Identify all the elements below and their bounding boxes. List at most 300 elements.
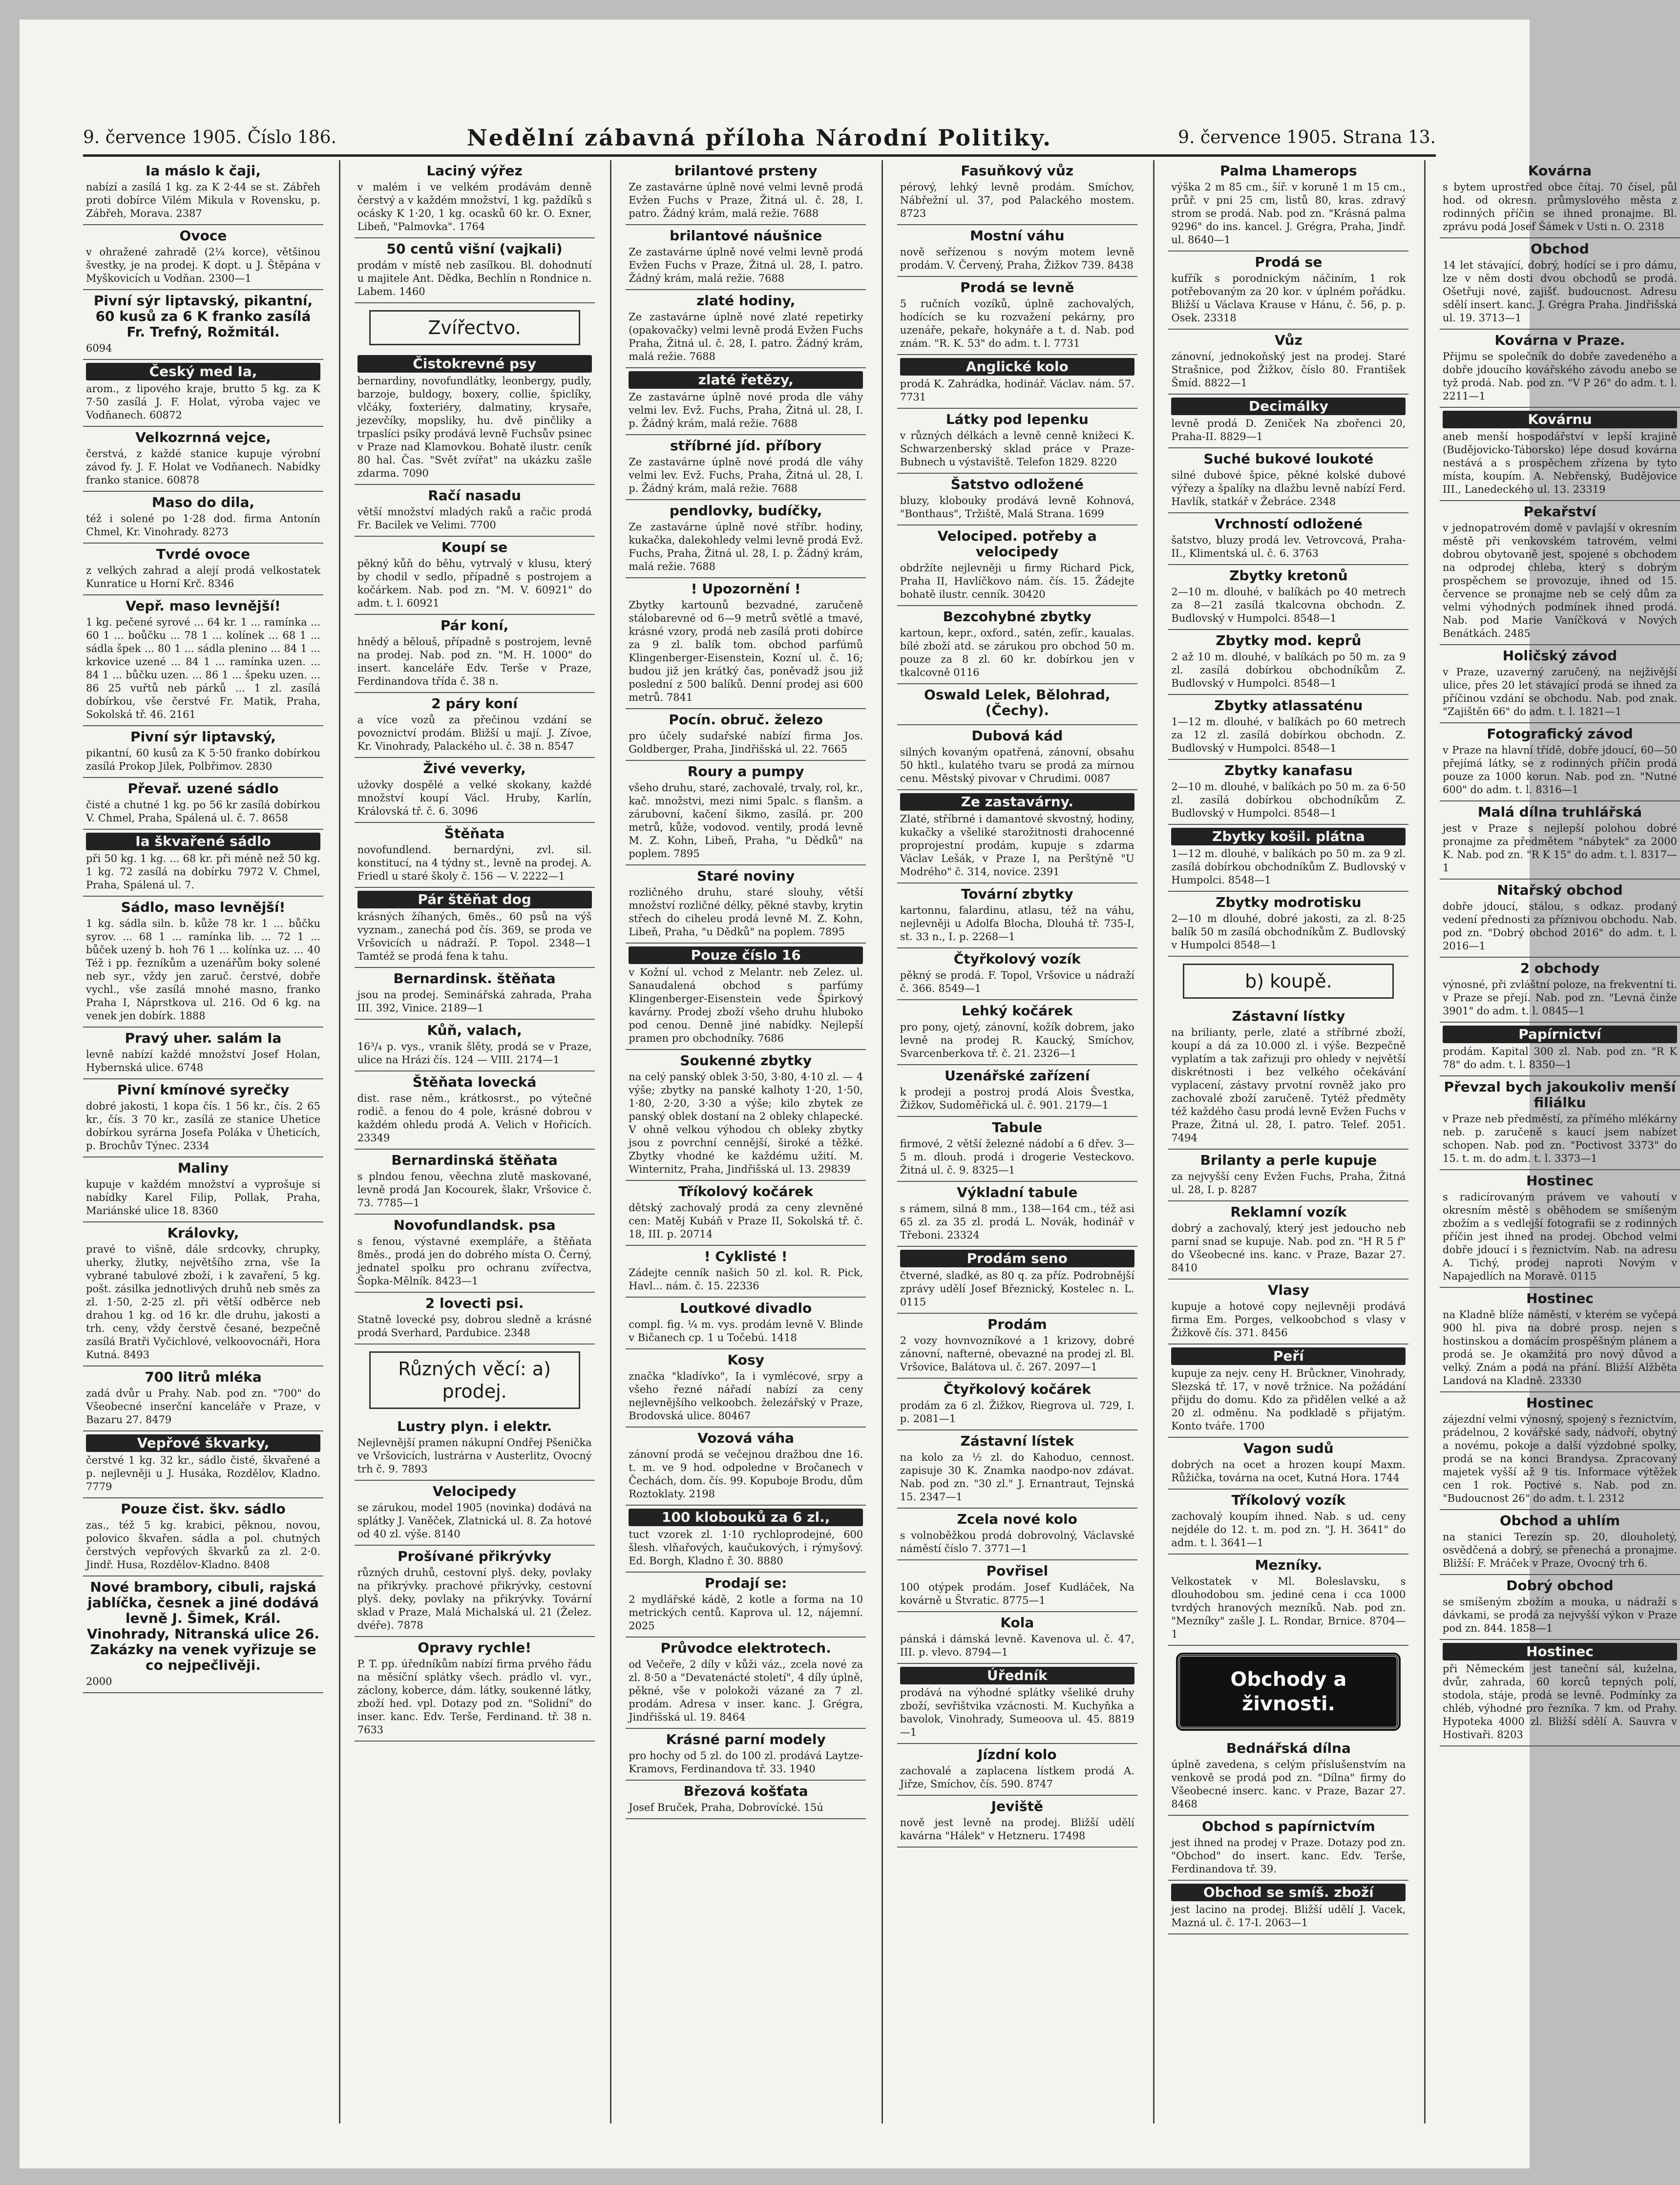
ad-body: compl. fig. ¼ m. vys. prodám levně V. Blinde v Bičanech cp. 1 u Točebú. 1418: [629, 1319, 863, 1344]
ad-headline: 50 centů višní (vajkali): [386, 241, 563, 257]
ad-body: Ze zastavárne úplně nové proda dle váhy velmi lev. Evž. Fuchs, Praha, Žitná ul. 28, I. p. Žádný krám, malá režie. 7688: [629, 391, 863, 429]
ad-body: čerstvá, z každé stanice kupuje výrobní závod fy. J. F. Holat ve Vodňanech. Nabídky franko stanice. 60878: [86, 448, 320, 486]
classified-ad: [355, 968, 595, 1020]
classified-ad: [1168, 1490, 1408, 1555]
ad-headline: Vůz: [1274, 332, 1302, 348]
ad-body: kupuje v každém množství a vyprošuje si nabídky Karel Filip, Pollak, Praha, Mariánské ulice 18. 8360: [86, 1178, 320, 1217]
ad-body: 2—10 m. dlouhé, v balíkách po 40 metrech za 8—21 zasílá tkalcovna obchodn. Z. Budlovský v Humpolci. 8548—1: [1171, 586, 1406, 624]
ad-body: s bytem uprostřed obce čítaj. 70 čísel, půl hod. od okresn. průmyslového města z rodinných příčin se ihned pronajme. Bl. zprávu podá Josef Šámek v Usti n. O. 2318: [1443, 181, 1677, 232]
ad-body: všeho druhu, staré, zachovalé, trvaly, rol, kr., kač. množstvi, mezi nimi 5palc. s flanšm. a zárubovní, kačení šikmo, zasílá. pr. 200 metrů, kůže, vodovod. ventily, prodá levně M. Z. Kohn, Libeň, Praha, "u Dědků" na poplem. 7895: [629, 782, 863, 860]
ad-headline: Ia máslo k čaji,: [145, 163, 261, 179]
ad-headline: pendlovky, budíčky,: [669, 503, 822, 519]
ad-headline: Prodají se:: [705, 1575, 787, 1591]
ad-headline: Úředník: [900, 1667, 1134, 1684]
ad-headline: Obchod se smíš. zboží: [1171, 1884, 1406, 1901]
ad-headline: Mostní váhu: [970, 228, 1065, 244]
classified-ad: [626, 1246, 866, 1298]
ad-headline: Bezcohybné zbytky: [943, 609, 1092, 625]
ad-body: dobrých na ocet a hrozen koupí Maxm. Růžička, továrna na ocet, Kutná Hora. 1744: [1171, 1459, 1406, 1484]
ad-headline: Bernardinská štěňata: [391, 1152, 558, 1168]
ad-headline: Dubová kád: [971, 728, 1063, 744]
ad-headline: Lustry plyn. i elektr.: [397, 1418, 552, 1434]
classified-ad: [1168, 1738, 1408, 1816]
classified-ad: [1168, 760, 1408, 825]
classified-ad: [626, 1573, 866, 1638]
classified-ad: [1168, 892, 1408, 957]
ad-body: s fenou, výstavné exempláře, a štěňata 8měs., prodá jen do dobrého místa O. Černý, jednatel spolku pro ochranu zvířectva, Šopka-Mělník. 8423—1: [357, 1236, 592, 1287]
ad-body: v Praze, uzaverný zaručený, na nejživější ulice, přes 20 let stávající prodá se ihned za příčinou vzdání se obchodu. Nab. pod znak. "Zajištěn 66" do adm. t. l. 1821—1: [1443, 666, 1677, 717]
classified-ad: [626, 290, 866, 368]
ad-headline: Čistokrevné psy: [357, 355, 592, 373]
classified-ad: [626, 1781, 866, 1819]
ad-headline: Šatstvo odložené: [950, 476, 1084, 492]
classified-ad: [897, 1117, 1137, 1182]
ad-headline: Staré noviny: [697, 868, 795, 884]
classified-ad: [897, 1560, 1137, 1612]
ad-headline: Jeviště: [991, 1798, 1043, 1814]
ad-body: k prodeji a postroj prodá Alois Švestka, Žižkov, Sudoměřická ul. č. 901. 2179—1: [900, 1086, 1134, 1111]
ad-headline: 100 klobouků za 6 zl.,: [629, 1509, 863, 1526]
ad-body: zachovalý koupím ihned. Nab. s ud. ceny nejdéle do 12. t. m. pod zn. "J. H. 3641" do adm. t. l. 3641—1: [1171, 1511, 1406, 1549]
newspaper-page: [20, 20, 1677, 2168]
ad-headline: Vrchností odložené: [1214, 516, 1363, 532]
classified-ad: [626, 1638, 866, 1729]
ad-headline: Pravý uher. salám Ia: [125, 1030, 282, 1046]
ad-headline: Račí nasadu: [428, 487, 521, 504]
classified-ad: [897, 725, 1137, 790]
ad-body: Ze zastavárne úplně nové stříbr. hodiny, kukačka, dalekohledy velmi levně prodá Evž. Fuchs, Praha, Žitná ul. 28, I. p. Žádný krám, malá režie. 7688: [629, 521, 863, 572]
ad-body: čerstvé 1 kg. 32 kr., sádlo čisté, škvařené a p. nejlevněji u J. Husáka, Rozdělov, Kladno. 7779: [86, 1454, 320, 1492]
classified-ad: [897, 1065, 1137, 1117]
ad-body: Nejlevnější pramen nákupní Ondřej Pšenička ve Vršovicích, lustrárna v Austerlitz, Ovocný trh č. 9. 7893: [357, 1437, 592, 1475]
ad-headline: Tabule: [992, 1119, 1043, 1135]
classified-ad: [897, 1664, 1137, 1744]
ad-body: při 50 kg. 1 kg. ... 68 kr. při méně než 50 kg. 1 kg. 72 zasílá na dobírku 7972 V. Chmel, Praha, Spálená ul. 7.: [86, 853, 320, 891]
ad-body: od Večeře, 2 díly v kůži váz., zcela nové za zl. 8·50 a "Devatenácté století", 4 díly úplně, pěkné, vše v polokoži vázané za 7 zl. prodám. Adresa v inser. kanc. J. Grégra, Jindřišská ul. 19. 8464: [629, 1659, 863, 1723]
classified-ad: [897, 948, 1137, 1000]
ad-body: Zlaté, stříbrné i damantové skvostný, hodiny, kukačky a všeliké starožitnosti drahocenné proprojestní prodám, kupuje s zdarma Václav Lešák, v Praze I, na Perštýně "U Modrého" č. 314, novice. 2391: [900, 813, 1134, 878]
classified-ad: [897, 225, 1137, 277]
ad-body: 5 ručních vozíků, úplně zachovalých, hodících se ku rozvažení pekárny, pro uzenáře, pekaře, hokynáře a t. d. Nab. pod znám. "R. K. 53" do adm. t. l. 7731: [900, 298, 1134, 349]
ad-columns: [83, 160, 1677, 2123]
ad-body: arom., z lipového kraje, brutto 5 kg. za K 7·50 zasílá J. F. Holat, výroba vajec ve Vodňanech. 60872: [86, 383, 320, 421]
ad-body: s rámem, silná 8 mm., 138—164 cm., též asi 65 zl. za 35 zl. prodá L. Novák, hodinář v Třeboni. 23324: [900, 1203, 1134, 1241]
ad-headline: Povřisel: [986, 1563, 1049, 1579]
ad-body: se zárukou, model 1905 (novinka) dodává na splátky J. Vaněček, Zlatnická ul. 8. Za hotové od 40 zl. výše. 8140: [357, 1502, 592, 1540]
ad-headline: Velociped. potřeby a velocipedy: [937, 528, 1097, 560]
ad-headline: brilantové prsteny: [674, 163, 818, 179]
classified-ad: [897, 790, 1137, 883]
ad-body: s volnoběžkou prodá dobrovolný, Václavské náměstí číslo 7. 3771—1: [900, 1530, 1134, 1555]
ad-body: v různých délkách a levně cenně knižeci K. Schwarzenberský sklad práce v Praze-Bubnech u výstaviště. Telefon 1829. 8220: [900, 430, 1134, 468]
classified-ad: [355, 823, 595, 888]
ad-body: jest v Praze s nejlepší polohou dobré pronajme za předmětem "nábytek" za 2000 K. Nab. pod zn. "R K 15" do adm. t. l. 8317—1: [1443, 822, 1677, 874]
classified-ad: [1440, 501, 1680, 645]
ad-body: 2 až 10 m. dlouhé, v balíkách po 50 m. za 9 zl. zasílá dobírkou obchodníkům Z. Budlovský v Humpolci. 8548—1: [1171, 651, 1406, 689]
ad-body: zadá dvůr u Prahy. Nab. pod zn. "700" do Všeobecné inserční kanceláře v Praze, v Bazaru 27. 8479: [86, 1387, 320, 1426]
ad-headline: Pár štěňat dog: [357, 891, 592, 908]
ad-headline: Velocipedy: [432, 1483, 517, 1499]
ad-headline: Kovárna: [1528, 163, 1592, 179]
ad-body: Ze zastavárne úplně nové velmi levně prodá Evžen Fuchs v Praze, Žitná ul. 28, I. patro. Žádný krám, malá režie. 7688: [629, 246, 863, 284]
ad-body: výška 2 m 85 cm., šíř. v koruně 1 m 15 cm., průř. v pni 25 cm, listů 80, kras. zdravý strom se prodá. Nab. pod zn. "Krásná palma 9296" do ins. kancel. J. Grégra, Praha, Jindř. ul. 8640—1: [1171, 181, 1406, 246]
classified-ad: [897, 474, 1137, 525]
ad-headline: Zbytky modrotisku: [1216, 894, 1362, 910]
classified-ad: [1168, 1881, 1408, 1934]
ad-headline: Pivní sýr liptavský, pikantní, 60 kusů za 6 K franko zasílá Fr. Trefný, Rožmitál.: [93, 293, 313, 340]
ad-body: levně nabízí každé množství Josef Holan, Hybernská ulice. 6748: [86, 1049, 320, 1073]
ad-body: jest ihned na prodej v Praze. Dotazy pod zn. "Obchod" do insert. kanc. Edv. Terše, Ferdinandova tř. 39.: [1171, 1837, 1406, 1875]
masthead-rule: [83, 154, 1436, 157]
classified-ad: [897, 1744, 1137, 1796]
classified-ad: [355, 160, 595, 238]
classified-ad: [897, 1796, 1137, 1848]
ad-headline: Pivní kmínové syrečky: [117, 1082, 290, 1098]
ad-headline: Mezníky.: [1255, 1557, 1323, 1573]
ad-headline: Nové brambory, cibuli, rajská jablíčka, česnek a jiné dodává levně J. Šimek, Král. Vinohrady, Nitranská ulice 26. Zakázky na venek vyřizuje se co nejpečlivěji.: [86, 1579, 320, 1673]
ad-headline: Opravy rychle!: [418, 1639, 531, 1656]
ad-body: 2—10 m dlouhé, dobré jakosti, za zl. 8·25 balík 50 m zasílá obchodníkům Z. Budlovský v Humpolci 8548—1: [1171, 913, 1406, 951]
ad-headline: Roury a pumpy: [687, 763, 804, 779]
ad-headline: Hostinec: [1526, 1290, 1594, 1306]
ad-body: úplně zavedena, s celým příslušenstvím na venkově se prodá pod zn. "Dílna" firmy do Všeobecné inserc. kanc. v Praze, Bazar 27. 8468: [1171, 1759, 1406, 1810]
ad-headline: Prodám: [987, 1316, 1047, 1332]
ad-column-1: [83, 160, 323, 2123]
classified-ad: [1440, 1510, 1680, 1575]
ad-headline: Reklamní vozík: [1230, 1204, 1347, 1220]
classified-ad: [1440, 958, 1680, 1023]
ad-body: v malém i ve velkém prodávám denně čerstvý a v každém množství, 1 kg. paždíků s ocásky K 1·20, 1 kg. ocasků 60 kr. O. Exner, Libeň, "Palmovka". 1764: [357, 181, 592, 232]
ad-body: Statně lovecké psy, dobrou sledně a krásné prodá Sverhard, Pardubice. 2348: [357, 1314, 592, 1339]
classified-ad: [626, 1729, 866, 1781]
classified-ad: [83, 1222, 323, 1366]
ad-headline: Tvrdé ovoce: [156, 546, 251, 562]
ad-body: pravé to višně, dále srdcovky, chrupky, uherky, žlutky, největšího zrna, vše Ia vybrané tabulové zboží, i k zavaření, 5 kg. pošt. zásilka jednotlivých druhů neb směs za zl. 1·50, 2-25 zl. při větší odběrce neb drahou 1 kg. od 16 kr. dle druhu, jakosti a trh. ceny, vždy čerstvě česané, bezpečně zasílá Bratři Vyčichlové, velkoovocnáři, Hora Kutná. 8493: [86, 1243, 320, 1361]
ad-body: krásných žíhaných, 6měs., 60 psů na výš vyznam., zanechá pod čís. 369, se proda ve Vršovicích u nádraží. P. Topol. 2348—1 Tamtéž se prodá fena k tahu.: [357, 911, 592, 962]
classified-ad: [626, 1050, 866, 1181]
ad-headline: Obchod s papírnictvím: [1202, 1818, 1375, 1834]
classified-ad: [897, 684, 1137, 725]
classified-ad: [83, 726, 323, 778]
classified-ad: [1168, 513, 1408, 565]
ad-body: čisté a chutné 1 kg. po 56 kr zasílá dobírkou V. Chmel, Praha, Spálená ul. č. 7. 8658: [86, 799, 320, 824]
ad-headline: Zástavní lístky: [1232, 1008, 1345, 1024]
ad-body: zánovní, jednokoňský jest na prodej. Staré Strašnice, pod Žižkov, číslo 80. František Šmíd. 8822—1: [1171, 351, 1406, 389]
ad-headline: Ze zastavárny.: [900, 793, 1134, 811]
classified-ad: [355, 1020, 595, 1071]
ad-headline: Jízdní kolo: [978, 1746, 1057, 1763]
ad-headline: Zbytky mod. keprů: [1216, 632, 1362, 649]
ad-body: 2000: [86, 1676, 112, 1687]
classified-ad: [355, 537, 595, 615]
classified-ad: [83, 1498, 323, 1576]
classified-ad: [897, 1509, 1137, 1560]
classified-ad: [897, 525, 1137, 606]
ad-headline: Sádlo, maso levnější!: [121, 899, 286, 915]
ad-headline: Kosy: [727, 1352, 764, 1368]
classified-ad: [83, 1431, 323, 1498]
ad-body: tuct vzorek zl. 1·10 rychloprodejné, 600 šlesh. vlňařových, kaučukových, i rýmyšový. Ed. Borgh, Kladno ř. 30. 8880: [629, 1529, 863, 1567]
classified-ad: [83, 160, 323, 225]
ad-headline: Maso do dila,: [151, 494, 255, 510]
classified-ad: [1168, 160, 1408, 252]
ad-headline: Novofundlandsk. psa: [393, 1217, 556, 1233]
classified-ad: [626, 1181, 866, 1246]
ad-headline: 2 lovecti psi.: [425, 1295, 524, 1311]
ad-body: zájezdní velmi výnosný, spojený s řeznictvím, prádelnou, 2 kovářské sady, nádvoří, obytný a novému, pokoje a další výzdobné spolky, prodá se na konci Brandysa. Zpracovaný majetek vyšší až 9 tis. Informace výtěžek cen 1 rok. Poctivé s. Nab. pod zn. "Budoucnost 26" do adm. t. l. 2312: [1443, 1413, 1677, 1504]
classified-ad: [626, 500, 866, 578]
ad-body: Přijmu se společník do dobře zavedeného a dobře jdoucího kovářského závodu anebo se tyž prodá. Nab. pod zn. "V P 26" do adm. t. l. 2211—1: [1443, 351, 1677, 402]
classified-ad: [1168, 330, 1408, 395]
classified-ad: [83, 1366, 323, 1431]
ad-headline: Látky pod lepenku: [945, 411, 1089, 427]
classified-ad: [355, 1416, 595, 1481]
ad-headline: Pouze čist. škv. sádlo: [121, 1501, 286, 1517]
ad-body: a více vozů za přečinou vzdání se povoznictví prodám. Bližší u mají. J. Zívoe, Kr. Vinohrady, Palackého ul. č. 38 n. 8547: [357, 714, 592, 752]
column-separator: [882, 160, 883, 2123]
ad-body: v Praze na hlavní třídě, dobře jdoucí, 60—50 přejímá látky, se z rodinných příčin prodá pouze za 1000 korun. Nab. pod zn. "Nutné 600" do adm. t. l. 8316—1: [1443, 744, 1677, 796]
ad-headline: Soukenné zbytky: [680, 1052, 812, 1069]
classified-ad: [1168, 1201, 1408, 1280]
classified-ad: [83, 544, 323, 595]
ad-headline: Kola: [1000, 1615, 1034, 1631]
ad-headline: Pocín. obruč. železo: [669, 712, 823, 728]
classified-ad: [1440, 1575, 1680, 1640]
ad-body: prodává na výhodné splátky všeliké druhy zboží, sevřištvika vzácnosti. M. Kuchyňka a bavolok, Vinohrady, Sumeoova ul. 45. 8819—1: [900, 1687, 1134, 1738]
ad-headline: Laciný výřez: [426, 163, 523, 179]
ad-headline: Čtyřkolový vozík: [953, 951, 1081, 967]
ad-headline: Bernardinsk. štěňata: [393, 970, 556, 987]
classified-ad: [897, 1314, 1137, 1379]
ad-headline: Štěňata lovecká: [412, 1074, 537, 1090]
ad-headline: ! Cyklisté !: [704, 1248, 788, 1264]
ad-headline: Pouze číslo 16: [629, 946, 863, 964]
ad-headline: Březová košťata: [683, 1783, 808, 1799]
ad-headline: Velkozrnná vejce,: [135, 429, 271, 445]
classified-ad: [1168, 825, 1408, 892]
ad-headline: Anglické kolo: [900, 358, 1134, 376]
classified-ad: [355, 1215, 595, 1293]
classified-ad: [1168, 1816, 1408, 1881]
ad-column-5: [1168, 160, 1408, 2123]
classified-ad: [83, 778, 323, 830]
ad-headline: Tovární zbytky: [961, 886, 1073, 902]
ad-body: pérový, lehký levně prodám. Smíchov, Nábřežní ul. 37, pod Palackého mostem. 8723: [900, 181, 1134, 219]
classified-ad: [83, 1157, 323, 1222]
section-banner: Obchody a živnosti.: [1178, 1655, 1399, 1729]
ad-headline: Krásné parní modely: [666, 1731, 826, 1747]
ad-body: prodám v místě neb zasílkou. Bl. dohodnutí u majitele Ant. Dědka, Bechlín n Rondnice n. Labem. 1460: [357, 259, 592, 297]
ad-body: jsou na prodej. Seminářská zahrada, Praha III. 392, Vinice. 2189—1: [357, 989, 592, 1014]
classified-ad: [1168, 1280, 1408, 1345]
classified-ad: [355, 888, 595, 968]
ad-headline: Štěňata: [444, 825, 505, 841]
ad-headline: stříbrné jíd. příbory: [670, 438, 822, 454]
ad-headline: Brilanty a perle kupuje: [1200, 1152, 1377, 1168]
classified-ad: [1168, 565, 1408, 630]
ad-body: dobré jakosti, 1 kopa čís. 1 56 kr., čís. 2 65 kr., čís. 3 70 kr., zasílá ze stanice Uhetice dobírkou syrárna Josefa Poláka v Úheticích, p. Brochův Týnec. 2334: [86, 1100, 320, 1152]
classified-ad: [1168, 395, 1408, 448]
ad-body: P. T. pp. úředníkům nabízí firma prvého řádu na měsíční splátky všech. prádlo vl. vyr., záclony, koberce, dám. látky, soukenné látky, zboží hed. vpl. Dotazy pod zn. "Solidní" do inser. kanc. Edv. Terše, Ferdinand. tř. 38 n. 7633: [357, 1658, 592, 1736]
ad-body: na kolo za ½ zl. do Kahoduo, cennost. zapisuje 30 K. Znamka naodpo-nov zdávat. Nab. pod zn. "30 zl." J. Ernantraut, Tejnská 15. 2347—1: [900, 1451, 1134, 1503]
classified-ad: [626, 160, 866, 225]
ad-body: v ohražené zahradě (2¼ korce), většinou švestky, je na prodej. K dopt. u J. Štěpána v Myškovicích u Vodňan. 2300—1: [86, 246, 320, 284]
classified-ad: [1440, 1076, 1680, 1170]
classified-ad: [83, 492, 323, 544]
classified-ad: [83, 1576, 323, 1693]
column-separator: [1424, 160, 1426, 2123]
ad-body: dětský zachovalý prodá za ceny zlevněné cen: Matěj Kubáň v Praze II, Sokolská tř. č. 18, III. p. 20714: [629, 1202, 863, 1240]
ad-body: prodá K. Zahrádka, hodinář. Václav. nám. 57. 7731: [900, 378, 1134, 403]
classified-ad: [1440, 330, 1680, 408]
classified-ad: [83, 830, 323, 897]
ad-headline: Ia škvařené sádlo: [86, 833, 320, 850]
classified-ad: [626, 225, 866, 290]
classified-ad: [355, 758, 595, 823]
ad-body: 2—10 m. dlouhé, v balíkách po 50 m. za 6·50 zl. zasílá dobírkou obchodníkům Z. Budlovský v Humpolci. 8548—1: [1171, 781, 1406, 819]
classified-ad: [83, 360, 323, 427]
classified-ad: [1168, 1150, 1408, 1201]
classified-ad: [1168, 252, 1408, 330]
ad-headline: Holičský závod: [1502, 648, 1617, 664]
ad-body: Josef Bruček, Praha, Dobrovícké. 15ú: [629, 1802, 823, 1813]
classified-ad: [626, 944, 866, 1050]
ad-body: se smíšeným zbožím a mouka, u nádraží s dávkami, se prodá za nejvyšší výkon v Praze pod zn. 844. 1858—1: [1443, 1596, 1677, 1634]
classified-ad: [897, 1612, 1137, 1664]
ad-headline: Fasuňkový vůz: [961, 163, 1074, 179]
ad-headline: brilantové náušnice: [670, 228, 822, 244]
ad-headline: Prodá se: [1255, 254, 1323, 270]
ad-body: dobrý a zachovalý, který jest jedoucho neb parní snad se kupuje. Nab. pod zn. "H R 5 f" do Všeobecné ins. kanc. v Praze, Bazar 27. 8410: [1171, 1222, 1406, 1274]
ad-headline: Zcela nové kolo: [957, 1511, 1077, 1527]
ad-body: kartoun, kepr., oxford., satén, zefír., kaualas. bílé zboží atd. se zárukou pro obchod 50 m. pouze za 8 zl. 60 kr. dobírkou jen v tkalcovně 0116: [900, 627, 1134, 678]
classified-ad: [897, 1000, 1137, 1065]
classified-ad: [626, 435, 866, 500]
ad-body: silných kovaným opatřená, zánovní, obsahu 50 hktl., kulatého tvaru se prodá za mírnou cenu. Městský pivovar v Chrudimi. 0087: [900, 746, 1134, 784]
ad-headline: Lehký kočárek: [962, 1003, 1073, 1019]
ad-body: 1 kg. sádla siln. b. kůže 78 kr. 1 ... bůčku syrov. ... 68 1 ... ramínka lib. ... 72 1 ... bůček uzený b. hoh 76 1 ... kolínka uz. ... 40 Též i pp. řezníkům a uzenářům boky solené neb syr., vždy jen zaruč. čerstvé, dobře vychl., vše zasílá mnohé masno, franko Praha I, Náprstkova ul. 216. Od 6 kg. na venek jen dobírk. 1888: [86, 918, 320, 1022]
classified-ad: [355, 1637, 595, 1742]
ad-body: s plndou fenou, věechna zlutě maskované, levně prodá Jan Kocourek, šlakr, Vršovice č. 73. 7785—1: [357, 1171, 592, 1209]
ad-body: hnědý a bělouš, případně s postrojem, levně na prodej. Nab. pod zn. "M. H. 1000" do insert. kanceláře Edv. Terše v Praze, Ferdinandova třída č. 38 n.: [357, 636, 592, 687]
ad-body: pěkný se prodá. F. Topol, Vršovice u nádraží č. 366. 8549—1: [900, 969, 1134, 994]
ad-headline: Převzal bych jakoukoliv menší filiálku: [1444, 1079, 1676, 1111]
classified-ad: [1440, 1288, 1680, 1392]
classified-ad: [83, 1079, 323, 1157]
ad-headline: Průvodce elektrotech.: [660, 1640, 831, 1656]
ad-body: značka "kladívko", Ia i vymlécové, srpy a všeho řezné nářadí nabízí za ceny nejlevnějšího velkoobch. železářský v Praze, Brodovská ulice. 80467: [629, 1370, 863, 1422]
classified-ad: [83, 427, 323, 492]
ad-headline: Zbytky košil. plátna: [1171, 828, 1406, 845]
ad-body: v jednopatrovém domě v pavlajší v okresním městě při venkovském tatrovém, velmi dobrou obytovaně jest, spojené s obchodem na odprodej chleba, který s dobrým prospěchem se provozuje, ihned od 15. července se pronajme neb se celý dům za velmi výhodných podmínek ihned prodá. Nab. pod Marie Vaníčková v Nových Benátkách. 2485: [1443, 522, 1677, 639]
ad-body: s radicírovaným právem ve vahoutí v okresním městě s oběhodem se smíšeným zbožím a s vedlejší fotografii se z rodinných příčin jest ihned na prodej. Obchod velmi dobře jdoucí i s řeznictvím. Nab. na adresu A. Tichý, prodej naproti Novým v Napajedlích na Moravě. 0115: [1443, 1191, 1677, 1282]
classified-ad: [355, 1150, 595, 1215]
ad-headline: Pivní sýr liptavský,: [130, 729, 276, 745]
classified-ad: [626, 761, 866, 865]
masthead-title: Nedělní zábavná příloha Národní Politiky.: [466, 125, 1052, 151]
ad-headline: Zbytky atlassaténu: [1214, 697, 1363, 714]
ad-body: za nejvyšší ceny Evžen Fuchs, Praha, Žitná ul. 28, I. p. 8287: [1171, 1171, 1406, 1196]
ad-headline: Prošívané přikrývky: [398, 1548, 552, 1564]
ad-headline: Zbytky kretonů: [1229, 567, 1348, 584]
ad-headline: Loutkové divadlo: [680, 1300, 812, 1316]
ad-body: jest lacino na prodej. Bližší udělí J. Vacek, Mazná ul. č. 17-I. 2063—1: [1171, 1904, 1406, 1929]
classified-ad: [1440, 160, 1680, 238]
ad-headline: Koupí se: [441, 539, 508, 555]
ad-headline: Pár koní,: [440, 617, 509, 633]
ad-headline: Královky,: [167, 1225, 239, 1241]
section-header: Různých věcí: a) prodej.: [369, 1351, 580, 1409]
column-separator: [1153, 160, 1155, 2123]
ad-body: bluzy, klobouky prodává levně Kohnová, "Bonthaus", Tržiště, Malá Strana. 1699: [900, 495, 1134, 520]
ad-body: též i solené po 1·28 dod. firma Antonín Chmel, Kr. Vinohrady. 8273: [86, 513, 320, 538]
ad-body: Zádejte cenník našich 50 zl. kol. R. Pick, Havl... nám. č. 15. 22336: [629, 1267, 863, 1292]
classified-ad: [626, 578, 866, 709]
ad-body: 2 mydlářské kádě, 2 kotle a forma na 10 metrických centů. Kaprova ul. 12, nájemní. 2025: [629, 1594, 863, 1632]
ad-body: 100 otýpek prodám. Josef Kudláček, Na kovárně u Štvratic. 8775—1: [900, 1581, 1134, 1606]
ad-body: prodám za 6 zl. Žižkov, Riegrova ul. 729, I. p. 2081—1: [900, 1400, 1134, 1425]
ad-headline: 2 obchody: [1520, 960, 1600, 976]
ad-body: firmové, 2 větší železné nádobí a 6 dřev. 3—5 m. dlouh. prodá i drogerie Vesteckovo. Žitná ul. č. 9. 8325—1: [900, 1138, 1134, 1176]
classified-ad: [626, 1298, 866, 1349]
classified-ad: [1168, 1555, 1408, 1646]
classified-ad: [355, 1546, 595, 1637]
ad-body: větší množství mladých raků a račic prodá Fr. Bacilek ve Velimi. 7700: [357, 506, 592, 531]
classified-ad: [897, 277, 1137, 355]
ad-headline: ! Upozornění !: [691, 581, 801, 597]
ad-body: 1 kg. pečené syrové ... 64 kr. 1 ... ramínka ... 60 1 ... boůčku ... 78 1 ... kolínek ... 68 1 ... sádla špek ... 80 1 ... sádla plenino ... 84 1 ... krkovice uzené ... 84 1 ... ramínka uzen. ... 84 1 ... bůčku uzen. ... 86 1 ... špeku uzen. ... 86 25 vuřtů neb párků ... 1 zl. zasílá dobírkou, vše čerstvé Fr. Matik, Praha, Sokolská tř. 46. 2161: [86, 616, 320, 720]
ad-body: na celý panský oblek 3·50, 3·80, 4·10 zl. — 4 výše; zbytky na panské kalhoty 1·20, 1·50, 1·80, 2·20, 3·30 a výše; kilo zbytek ze panský oblek dostaní na 2 obleky chlapecké. V ohně velkou výhodou ch obleky zbytky jsou z povrchní cennější, široké a těžké. Zbytky vhodné ke každému užití. M. Winternitz, Praha, Jindřišská ul. 13. 29839: [629, 1071, 863, 1175]
classified-ad: [626, 709, 866, 761]
masthead-date-issue: 9. července 1905. Číslo 186.: [83, 127, 337, 147]
ad-column-4: [897, 160, 1137, 2123]
classified-ad: [1440, 880, 1680, 958]
classified-ad: [83, 595, 323, 726]
classified-ad: [83, 225, 323, 290]
classified-ad: [83, 1028, 323, 1079]
ad-body: novofundlend. bernardýni, zvl. sil. konstitucí, na 4 týdny st., levně na prodej. A. Friedl u staré školy č. 156 — V. 2222—1: [357, 844, 592, 882]
ad-column-6: [1440, 160, 1680, 2123]
ad-headline: Vozová váha: [697, 1430, 795, 1446]
classified-ad: [897, 355, 1137, 409]
classified-ad: [897, 1247, 1137, 1314]
ad-headline: Prodám seno: [900, 1250, 1134, 1267]
ad-headline: 2 páry koní: [431, 695, 518, 712]
column-separator: [610, 160, 611, 2123]
classified-ad: [1168, 695, 1408, 760]
ad-headline: Kůň, valach,: [427, 1022, 522, 1038]
ad-body: pro pony, ojetý, zánovní, kožík dobrem, jako levně na prodej R. Kaucký, Smíchov, Svarcenberkova tř. č. 21. 2326—1: [900, 1021, 1134, 1059]
ad-headline: Oswald Lelek, Bělohrad, (Čechy).: [924, 687, 1111, 718]
ad-headline: Uzenářské zařízení: [945, 1068, 1090, 1084]
classified-ad: [1168, 1006, 1408, 1150]
ad-body: výnosné, při zvláštní poloze, na frekventní ti. v Praze se přejí. Nab. pod zn. "Levná činže 3901" do adm. t. l. 0845—1: [1443, 979, 1677, 1017]
ad-headline: zlaté hodiny,: [696, 293, 796, 309]
ad-body: zachovalé a zaplacena lístkem prodá A. Jiřze, Smíchov, čís. 590. 8747: [900, 1765, 1134, 1790]
classified-ad: [897, 883, 1137, 948]
ad-headline: Vepřové škvarky,: [86, 1434, 320, 1452]
classified-ad: [1440, 723, 1680, 801]
ad-body: nově jest levně na prodej. Bližší udělí kavárna "Hálek" v Hetzneru. 17498: [900, 1817, 1134, 1842]
ad-headline: Suché bukové loukoté: [1203, 451, 1374, 467]
ad-body: zas., též 5 kg. krabici, pěknou, novou, polovico škvařen. sádla a pol. chutných čerstvých vepřových škvarků za zl. 2·0. Jindř. Husa, Rozdělov-Kladno. 8408: [86, 1519, 320, 1571]
ad-body: rozličného druhu, staré slouhy, větší množství rozličné délky, pěkné stavby, krytin střech do ciheleu prodá levně M. Z. Kohn, Libeň, Praha, "u Dědků" na poplem. 7895: [629, 886, 863, 938]
ad-body: bernardiny, novofundlátky, leonbergy, pudly, barzoje, buldogy, boxery, collie, špiclíky, vlčáky, foxteriéry, dalmatiny, krysaře, jezevčíky, mopsliky, hu. dvě pinčliky a trpaslíci psíky prodává levně Fuchsův psinec v Praze nad Klamovkou. Bohatě ilustr. ceník 80 hal. Čas. "Svět zvířat" na ukázku zašle zdarma. 7090: [357, 375, 592, 479]
ad-body: prodám. Kapital 300 zl. Nab. pod zn. "R K 78" do adm. t. l. 8350—1: [1443, 1046, 1677, 1071]
classified-ad: [1440, 1023, 1680, 1076]
classified-ad: [1440, 645, 1680, 723]
ad-body: 14 let stávající, dobrý, hodící se i pro dámu, lze v něm dosti dvou obchodů se prodá. Ošetřuji nové, zajišť. budoucnost. Adresu sdělí insert. kanc. J. Grégra Praha. Jindřišská ul. 19. 3713—1: [1443, 259, 1677, 324]
